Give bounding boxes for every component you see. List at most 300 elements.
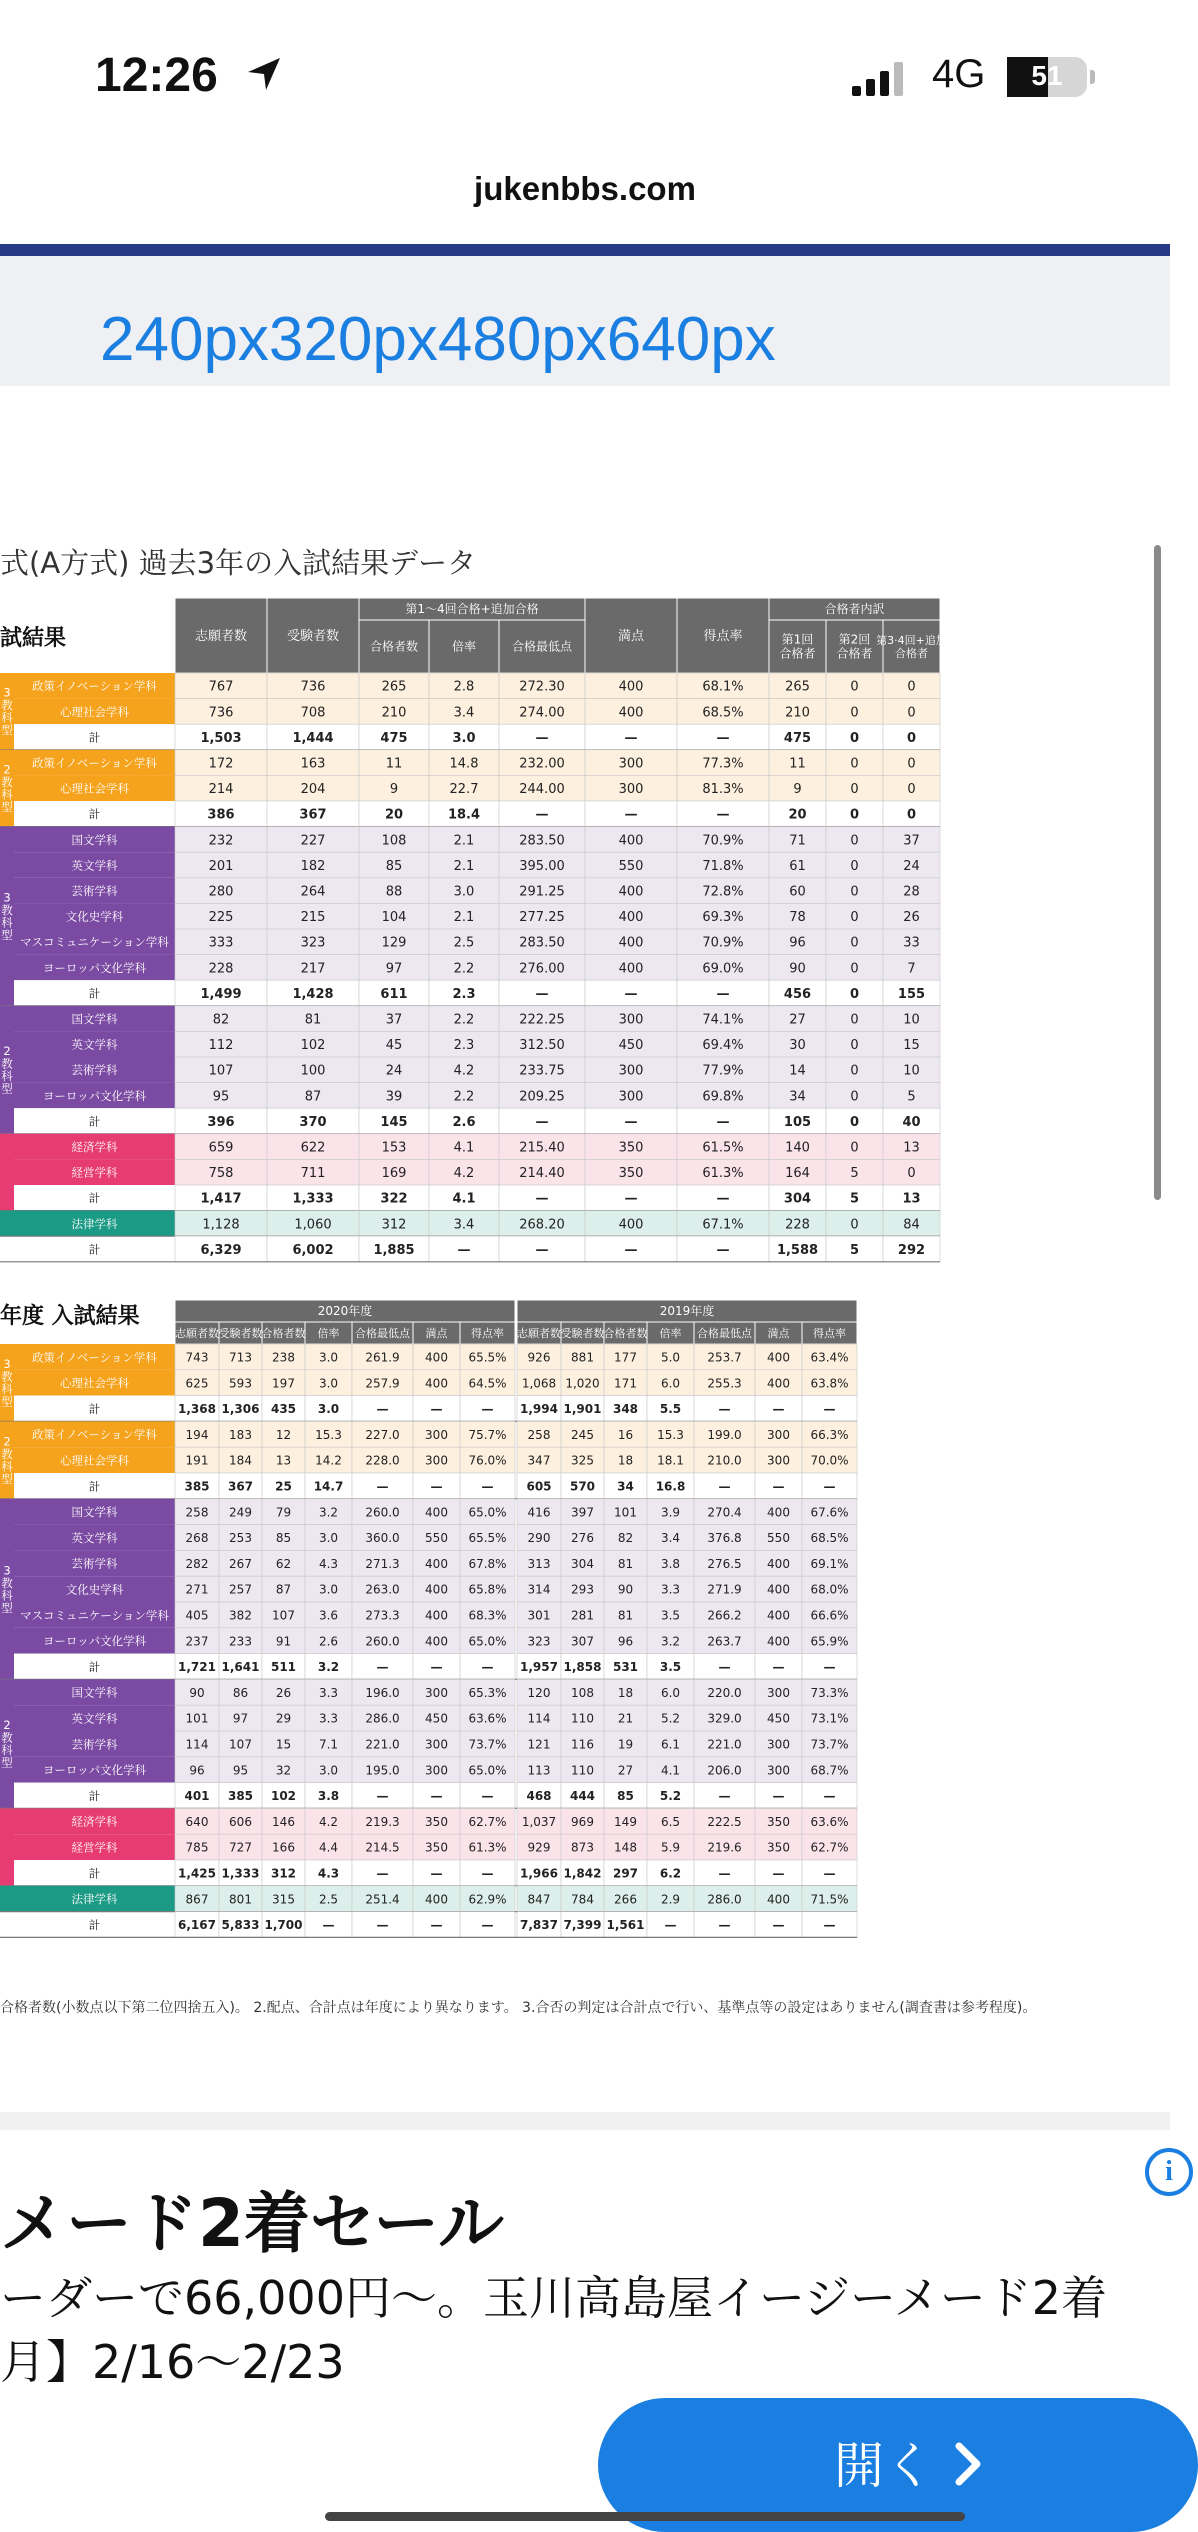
data-value: 65.8%: [468, 1582, 507, 1597]
data-value: 7,399: [563, 1918, 602, 1933]
data-value: 6,002: [292, 1242, 334, 1258]
data-value: 5: [849, 1191, 860, 1207]
group-label: 型: [1, 1081, 13, 1096]
data-value: 2.6: [452, 1114, 476, 1130]
header-label: 倍率: [317, 1326, 340, 1340]
data-value: 313: [527, 1556, 551, 1571]
data-value: 400: [767, 1582, 790, 1597]
data-value: 70.9%: [702, 935, 744, 951]
table1-title: 試結果: [0, 626, 67, 651]
data-value: 257: [229, 1582, 252, 1597]
data-value: 300: [425, 1427, 448, 1442]
data-value: 183: [229, 1427, 252, 1442]
header-label: 志願者数: [194, 629, 248, 645]
data-value: 271.9: [707, 1582, 742, 1597]
data-value: —: [716, 986, 730, 1002]
header-label: 第1回: [781, 632, 814, 647]
data-value: 110: [571, 1763, 594, 1778]
data-value: 266: [614, 1892, 637, 1907]
dept-name: 心理社会学科: [60, 1376, 129, 1391]
data-value: 4.2: [453, 1063, 475, 1079]
data-value: —: [624, 1242, 638, 1258]
group-label: 科: [1, 1069, 13, 1084]
data-value: 2.2: [453, 961, 475, 977]
data-value: 400: [618, 705, 644, 721]
data-value: 300: [425, 1737, 448, 1752]
data-value: 1,503: [200, 730, 242, 746]
data-value: 114: [185, 1737, 209, 1752]
data-value: 244.00: [519, 782, 565, 798]
data-value: 73.3%: [810, 1685, 849, 1700]
data-value: 91: [275, 1634, 292, 1649]
data-value: 283.50: [519, 935, 565, 951]
data-value: 65.5%: [468, 1531, 507, 1546]
data-value: 172: [208, 756, 234, 772]
group-label: 教: [1, 1730, 13, 1745]
group-label: 3: [3, 685, 11, 700]
data-value: 238: [272, 1350, 295, 1365]
data-value: 63.8%: [810, 1376, 849, 1391]
data-value: 221.0: [365, 1737, 400, 1752]
data-value: 926: [527, 1350, 551, 1365]
group-label: 教: [1, 1056, 13, 1071]
data-value: —: [823, 1789, 836, 1804]
data-value: —: [772, 1402, 785, 1417]
data-value: 0: [850, 910, 859, 926]
data-value: 1,428: [292, 986, 334, 1002]
data-value: 713: [229, 1350, 252, 1365]
data-value: 348: [612, 1402, 639, 1417]
data-value: —: [481, 1479, 494, 1494]
data-value: 1,037: [521, 1814, 557, 1829]
data-value: 3.8: [317, 1789, 340, 1804]
header-label: 倍率: [451, 639, 477, 654]
data-value: 66.3%: [810, 1427, 849, 1442]
data-value: 108: [571, 1685, 594, 1700]
data-value: 1,425: [178, 1866, 216, 1881]
data-value: 801: [229, 1892, 252, 1907]
data-value: 249: [229, 1505, 252, 1520]
data-value: 33: [903, 935, 920, 951]
data-value: 400: [425, 1582, 448, 1597]
data-value: 258: [527, 1427, 551, 1442]
status-bar: [0, 0, 1170, 150]
data-value: 312.50: [519, 1038, 565, 1054]
data-value: 197: [272, 1376, 295, 1391]
data-value: 293: [571, 1582, 594, 1597]
data-value: 767: [208, 679, 234, 695]
header-label: 受験者数: [218, 1326, 263, 1340]
info-icon[interactable]: i: [1145, 2148, 1193, 2196]
data-value: 400: [767, 1376, 790, 1391]
data-value: 15: [903, 1038, 920, 1054]
data-value: 266.2: [707, 1608, 742, 1623]
data-value: 322: [380, 1191, 408, 1207]
data-value: 199.0: [707, 1427, 742, 1442]
data-value: 209.25: [519, 1089, 565, 1105]
data-value: 743: [185, 1350, 209, 1365]
data-value: 14.2: [315, 1453, 342, 1468]
data-value: 286.0: [707, 1892, 742, 1907]
data-value: 323: [300, 935, 326, 951]
data-value: 274.00: [519, 705, 565, 721]
doc-caption: 式(A方式) 過去3年の入試結果データ: [0, 546, 477, 580]
data-value: 3.6: [318, 1608, 339, 1623]
group-label: 3: [3, 1563, 11, 1578]
data-value: 71: [789, 833, 806, 849]
data-value: 149: [614, 1814, 637, 1829]
data-value: 65.0%: [468, 1505, 507, 1520]
dept-name: 計: [88, 1866, 101, 1881]
data-value: —: [376, 1789, 389, 1804]
data-value: 13: [275, 1453, 292, 1468]
data-value: 221.0: [707, 1737, 742, 1752]
data-value: 228.0: [365, 1453, 400, 1468]
data-value: —: [823, 1479, 836, 1494]
data-value: 281: [571, 1608, 594, 1623]
data-value: 929: [527, 1840, 551, 1855]
clock: 12:26: [95, 49, 218, 102]
data-value: —: [716, 730, 730, 746]
data-value: 3.0: [453, 884, 475, 900]
data-value: 210: [785, 705, 810, 721]
data-value: 400: [425, 1350, 448, 1365]
dept-name: マスコミュニケーション学科: [20, 935, 169, 950]
data-value: 63.6%: [468, 1711, 507, 1726]
data-value: 280: [208, 884, 234, 900]
data-value: 73.1%: [810, 1711, 849, 1726]
data-value: 78: [789, 910, 806, 926]
header-label: 合格者: [836, 646, 873, 661]
data-value: 291.25: [519, 884, 565, 900]
data-value: 3.0: [452, 730, 476, 746]
data-value: 0: [907, 1166, 916, 1182]
dept-name: 計: [88, 807, 101, 822]
group-label: 教: [1, 1446, 13, 1461]
data-value: 39: [385, 1089, 403, 1105]
data-value: —: [772, 1789, 785, 1804]
data-value: 107: [229, 1737, 252, 1752]
data-value: 605: [526, 1479, 552, 1494]
header-label: 志願者数: [517, 1326, 561, 1340]
data-value: 1,588: [776, 1242, 819, 1258]
data-value: 45: [385, 1038, 403, 1054]
group-label: 3: [3, 1356, 11, 1371]
data-value: 400: [767, 1634, 790, 1649]
data-value: 511: [270, 1660, 297, 1675]
data-value: 300: [767, 1685, 790, 1700]
dept-name: マスコミュニケーション学科: [20, 1608, 169, 1623]
data-value: —: [772, 1918, 785, 1933]
data-value: 215: [300, 910, 326, 926]
site-header-bar: [0, 244, 1170, 256]
group-label-cell: [0, 1886, 14, 1912]
data-value: 277.25: [519, 910, 565, 926]
dept-name: 英文学科: [71, 858, 118, 873]
data-value: 164: [785, 1166, 810, 1182]
data-value: 245: [571, 1427, 594, 1442]
image-size-links[interactable]: 240px320px480px640px: [100, 305, 776, 374]
data-value: 400: [425, 1556, 448, 1571]
dept-name: 計: [88, 1659, 101, 1674]
data-value: 325: [571, 1453, 594, 1468]
data-value: 550: [425, 1531, 448, 1546]
data-value: 300: [767, 1427, 790, 1442]
data-value: 2.2: [453, 1089, 475, 1105]
group-label: 科: [1, 787, 13, 802]
dept-name: 心理社会学科: [60, 1453, 129, 1468]
data-value: 67.8%: [468, 1556, 507, 1571]
group-label: 教: [1, 774, 13, 789]
data-value: 5: [849, 1242, 860, 1258]
data-value: 81: [617, 1608, 634, 1623]
data-value: 61.5%: [702, 1140, 744, 1156]
header-label: 受験者数: [560, 1326, 605, 1340]
data-value: 73.7%: [468, 1737, 507, 1752]
data-value: 21: [617, 1711, 634, 1726]
data-value: —: [535, 986, 549, 1002]
dept-name: 政策イノベーション学科: [32, 1350, 157, 1365]
group-label: 科: [1, 1743, 13, 1758]
group-label: 2: [3, 1718, 11, 1733]
data-value: 194: [185, 1427, 209, 1442]
data-value: 333: [208, 935, 234, 951]
data-value: 386: [207, 807, 235, 823]
group-label: 3: [3, 890, 11, 905]
data-value: —: [376, 1866, 389, 1881]
data-value: 16.8: [655, 1479, 686, 1494]
data-value: 4.1: [660, 1763, 681, 1778]
data-value: 3.0: [317, 1402, 340, 1417]
data-value: 2.1: [453, 833, 475, 849]
data-value: 18: [617, 1685, 634, 1700]
data-value: 0: [850, 961, 859, 977]
data-value: 96: [189, 1763, 205, 1778]
data-value: 104: [381, 910, 407, 926]
data-value: 3.0: [318, 1763, 339, 1778]
data-value: 400: [618, 679, 644, 695]
data-value: 0: [907, 705, 916, 721]
dept-name: 法律学科: [71, 1216, 118, 1231]
data-value: 625: [185, 1376, 209, 1391]
data-value: 11: [789, 756, 806, 772]
data-value: —: [718, 1660, 731, 1675]
data-value: 456: [783, 986, 812, 1002]
dept-name: 計: [88, 1401, 101, 1416]
data-value: 6.0: [660, 1376, 681, 1391]
data-value: 68.5%: [810, 1531, 849, 1546]
data-value: 2.9: [660, 1892, 681, 1907]
data-value: 2.8: [453, 679, 475, 695]
data-value: 153: [381, 1140, 407, 1156]
data-value: —: [430, 1789, 443, 1804]
data-value: 255.3: [707, 1376, 742, 1391]
data-value: —: [430, 1660, 443, 1675]
data-value: 263.0: [365, 1582, 400, 1597]
data-value: 87: [304, 1089, 322, 1105]
data-value: —: [624, 986, 638, 1002]
data-value: 3.3: [660, 1582, 681, 1597]
data-value: 2.3: [452, 986, 476, 1002]
data-value: 227: [300, 833, 326, 849]
header-label: 得点率: [703, 629, 743, 645]
data-value: 5.0: [660, 1350, 681, 1365]
data-value: 228: [785, 1217, 810, 1233]
data-value: 1,901: [563, 1402, 602, 1417]
data-value: 114: [527, 1711, 551, 1726]
data-value: 286.0: [365, 1711, 400, 1726]
data-value: 171: [614, 1376, 637, 1391]
header-label: 第3·4回+追加: [876, 633, 947, 647]
data-value: —: [823, 1866, 836, 1881]
data-value: 758: [208, 1166, 234, 1182]
data-value: 101: [185, 1711, 209, 1726]
data-value: 145: [380, 1114, 408, 1130]
data-value: 73.7%: [810, 1737, 849, 1752]
data-value: 400: [618, 910, 644, 926]
data-value: 108: [381, 833, 407, 849]
data-value: 206.0: [707, 1763, 742, 1778]
data-value: 531: [612, 1660, 639, 1675]
data-value: 97: [232, 1711, 249, 1726]
data-value: 273.3: [365, 1608, 400, 1623]
address-bar[interactable]: jukenbbs.com: [474, 170, 696, 207]
data-value: 450: [767, 1711, 790, 1726]
data-value: 222.5: [707, 1814, 742, 1829]
data-value: 1,444: [292, 730, 334, 746]
header-label: 受験者数: [286, 629, 340, 645]
data-value: 112: [208, 1038, 234, 1054]
data-value: 82: [617, 1531, 634, 1546]
data-value: —: [322, 1918, 335, 1933]
data-value: 65.3%: [468, 1685, 507, 1700]
dept-name: 政策イノベーション学科: [32, 1427, 157, 1442]
data-value: 7,837: [520, 1918, 558, 1933]
ad-title[interactable]: メード2着セール: [0, 2185, 504, 2262]
data-value: 5.2: [659, 1789, 682, 1804]
dept-name: 心理社会学科: [60, 781, 129, 796]
data-value: 232: [208, 833, 234, 849]
data-value: 20: [384, 807, 404, 823]
dept-name: 法律学科: [71, 1892, 118, 1907]
data-value: 736: [208, 705, 234, 721]
data-value: 0: [850, 679, 859, 695]
data-value: 69.0%: [702, 961, 744, 977]
dept-name: 芸術学科: [71, 1737, 118, 1752]
data-value: —: [624, 730, 638, 746]
data-value: 251.4: [365, 1892, 400, 1907]
data-value: 1,858: [563, 1660, 602, 1675]
data-value: 400: [618, 961, 644, 977]
data-value: 233: [229, 1634, 252, 1649]
data-value: 97: [385, 961, 403, 977]
data-value: 12: [275, 1427, 292, 1442]
data-value: 258: [185, 1505, 209, 1520]
data-value: 370: [299, 1114, 327, 1130]
data-value: 4.3: [318, 1556, 339, 1571]
group-label: 型: [1, 1471, 13, 1486]
data-value: 182: [300, 858, 326, 874]
scrollbar[interactable]: [1154, 545, 1161, 1200]
data-value: 13: [903, 1140, 920, 1156]
group-label: 2: [3, 762, 11, 777]
data-value: 74.1%: [702, 1012, 744, 1028]
data-value: 1,966: [520, 1866, 558, 1881]
data-value: 400: [425, 1608, 448, 1623]
data-value: 785: [185, 1840, 209, 1855]
data-value: 225: [208, 910, 234, 926]
data-value: 195.0: [365, 1763, 400, 1778]
data-value: 77.3%: [702, 756, 744, 772]
data-value: 468: [526, 1789, 552, 1804]
data-value: 177: [614, 1350, 637, 1365]
group-label: 科: [1, 1459, 13, 1474]
data-value: 107: [208, 1063, 234, 1079]
data-value: 61: [789, 858, 806, 874]
data-value: 3.2: [317, 1660, 340, 1675]
data-value: —: [624, 1191, 638, 1207]
home-indicator: [325, 2512, 965, 2521]
data-value: 727: [229, 1840, 252, 1855]
data-value: 307: [571, 1634, 594, 1649]
data-value: 270.4: [707, 1505, 742, 1520]
data-value: —: [772, 1660, 785, 1675]
data-value: 4.4: [318, 1840, 339, 1855]
data-value: 0: [850, 858, 859, 874]
data-value: 1,842: [563, 1866, 602, 1881]
data-value: 26: [903, 910, 920, 926]
data-value: 283.50: [519, 833, 565, 849]
data-value: 191: [185, 1453, 209, 1468]
dept-name: 英文学科: [71, 1711, 118, 1726]
data-value: 282: [185, 1556, 209, 1571]
data-value: 300: [618, 1063, 644, 1079]
data-value: 300: [425, 1763, 448, 1778]
data-value: 300: [767, 1453, 790, 1468]
data-value: 14.7: [313, 1479, 344, 1494]
data-value: —: [823, 1402, 836, 1417]
data-value: 611: [380, 986, 408, 1002]
data-value: 444: [569, 1789, 596, 1804]
data-value: 15.3: [657, 1427, 684, 1442]
data-value: 301: [527, 1608, 551, 1623]
data-value: 847: [527, 1892, 551, 1907]
data-value: 400: [618, 935, 644, 951]
data-value: 1,333: [221, 1866, 260, 1881]
data-value: 4.1: [452, 1191, 476, 1207]
data-value: 0: [850, 935, 859, 951]
group-label: 型: [1, 799, 13, 814]
group-label: 教: [1, 902, 13, 917]
data-value: —: [664, 1918, 677, 1933]
data-value: 220.0: [707, 1685, 742, 1700]
data-value: —: [718, 1402, 731, 1417]
data-value: 450: [425, 1711, 448, 1726]
data-value: 237: [185, 1634, 209, 1649]
data-value: 1,499: [200, 986, 242, 1002]
data-value: 0: [907, 679, 916, 695]
data-value: 18.4: [447, 807, 481, 823]
data-value: 405: [185, 1608, 209, 1623]
data-value: 5.9: [660, 1840, 681, 1855]
data-value: 1,700: [264, 1918, 303, 1933]
data-value: 68.7%: [810, 1763, 849, 1778]
header-label: 合格者: [895, 646, 928, 660]
data-value: 6.5: [660, 1814, 681, 1829]
data-value: 3.3: [318, 1711, 339, 1726]
data-value: 63.6%: [810, 1814, 849, 1829]
data-value: 34: [617, 1479, 634, 1494]
